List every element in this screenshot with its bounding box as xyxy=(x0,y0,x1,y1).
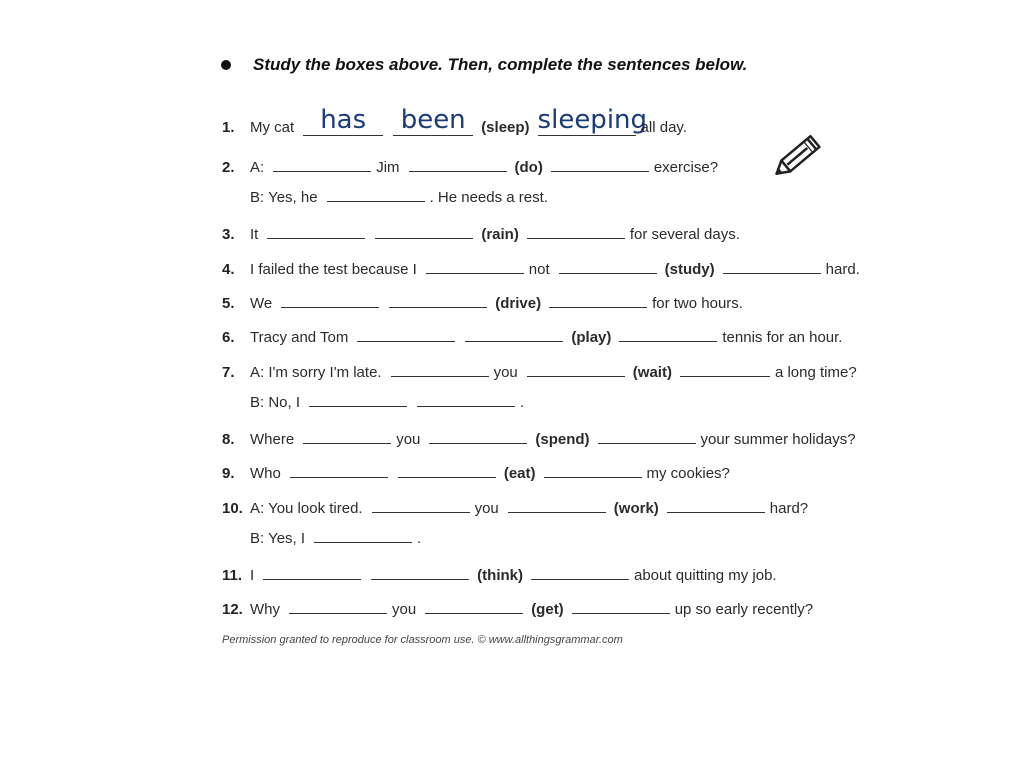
answer-blank[interactable] xyxy=(429,442,527,444)
answer-blank[interactable] xyxy=(680,375,770,377)
verb-cue: (do) xyxy=(514,159,543,176)
verb-cue: (study) xyxy=(664,261,715,278)
question-number: 3. xyxy=(222,226,235,243)
question-7-reply xyxy=(250,383,528,411)
sentence-text: Why xyxy=(250,601,280,618)
answer-blank[interactable] xyxy=(549,306,647,308)
question-11 xyxy=(222,556,781,584)
answer-blank[interactable] xyxy=(559,272,657,274)
answer-blank[interactable] xyxy=(303,442,391,444)
answer-blank[interactable] xyxy=(327,200,425,202)
question-number: 8. xyxy=(222,431,235,448)
question-number: 11. xyxy=(222,567,243,584)
verb-cue: (spend) xyxy=(535,431,590,448)
answer-blank[interactable] xyxy=(544,476,642,478)
question-number: 5. xyxy=(222,295,235,312)
pencil-icon xyxy=(770,128,830,188)
answer-blank[interactable] xyxy=(465,340,563,342)
sentence-text: I failed the test because I xyxy=(250,261,417,278)
sentence-text: It xyxy=(250,226,259,243)
instruction-row xyxy=(221,50,747,80)
sentence-text: Who xyxy=(250,465,281,482)
answer-blank[interactable] xyxy=(371,578,469,580)
sentence-text: . xyxy=(417,530,422,547)
sentence-text: tennis for an hour. xyxy=(722,329,843,346)
answer-field[interactable]: sleeping xyxy=(537,105,648,135)
answer-blank[interactable] xyxy=(267,237,365,239)
sentence-text: all day. xyxy=(640,119,687,136)
sentence-text: my cookies? xyxy=(646,465,730,482)
answer-blank[interactable] xyxy=(391,375,489,377)
verb-cue: (eat) xyxy=(503,465,536,482)
sentence-text: you xyxy=(493,364,518,381)
answer-blank[interactable] xyxy=(667,511,765,513)
question-number: 1. xyxy=(222,119,235,136)
verb-cue: (wait) xyxy=(632,364,672,381)
verb-cue: (rain) xyxy=(481,226,519,243)
sentence-text: hard. xyxy=(825,261,860,278)
sentence-text: exercise? xyxy=(653,159,719,176)
answer-blank[interactable] xyxy=(398,476,496,478)
answer-blank[interactable] xyxy=(619,340,717,342)
sentence-text: Where xyxy=(250,431,295,448)
answer-blank[interactable] xyxy=(375,237,473,239)
question-10-reply xyxy=(250,519,425,547)
answer-blank[interactable] xyxy=(314,541,412,543)
sentence-text: your summer holidays? xyxy=(700,431,856,448)
answer-blank[interactable] xyxy=(372,511,470,513)
answer-field[interactable]: been xyxy=(393,105,473,136)
sentence-text: Tracy and Tom xyxy=(250,329,349,346)
question-3 xyxy=(222,215,744,243)
answer-blank[interactable] xyxy=(409,170,507,172)
sentence-text: A: xyxy=(250,159,265,176)
sentence-text: . xyxy=(520,394,525,411)
answer-blank[interactable] xyxy=(508,511,606,513)
question-number: 7. xyxy=(222,364,235,381)
sentence-text: about quitting my job. xyxy=(634,567,777,584)
sentence-text: you xyxy=(474,500,499,517)
verb-cue: (drive) xyxy=(495,295,542,312)
verb-cue: (work) xyxy=(613,500,659,517)
answer-field[interactable]: has xyxy=(303,105,383,136)
sentence-text: you xyxy=(392,601,417,618)
question-number: 10. xyxy=(222,500,243,517)
question-8 xyxy=(222,420,860,448)
sentence-text: Jim xyxy=(376,159,400,176)
question-number: 12. xyxy=(222,601,243,618)
verb-cue: (sleep) xyxy=(481,119,530,136)
answer-blank[interactable] xyxy=(289,612,387,614)
verb-cue: (get) xyxy=(531,601,564,618)
answer-blank[interactable] xyxy=(531,578,629,580)
question-4 xyxy=(222,250,864,278)
footer-note: Permission granted to reproduce for classroom use. © www.allthingsgrammar.com xyxy=(222,634,623,646)
sentence-text: B: Yes, I xyxy=(250,530,306,547)
answer-blank[interactable] xyxy=(389,306,487,308)
answer-blank[interactable] xyxy=(598,442,696,444)
sentence-text: . He needs a rest. xyxy=(429,189,548,206)
verb-cue: (think) xyxy=(477,567,523,584)
sentence-text: A: I'm sorry I'm late. xyxy=(250,364,382,381)
question-5 xyxy=(222,284,747,312)
bullet-icon xyxy=(221,60,231,70)
sentence-text: you xyxy=(396,431,421,448)
question-7 xyxy=(222,353,861,381)
question-2 xyxy=(222,148,722,176)
sentence-text: We xyxy=(250,295,273,312)
answer-blank[interactable] xyxy=(263,578,361,580)
answer-blank[interactable] xyxy=(426,272,524,274)
sentence-text: hard? xyxy=(769,500,809,517)
question-number: 4. xyxy=(222,261,235,278)
question-1 xyxy=(222,105,691,136)
question-10 xyxy=(222,489,812,517)
sentence-text: a long time? xyxy=(774,364,857,381)
sentence-text: B: No, I xyxy=(250,394,301,411)
question-12 xyxy=(222,590,817,618)
question-number: 9. xyxy=(222,465,235,482)
sentence-text: up so early recently? xyxy=(674,601,814,618)
answer-blank[interactable] xyxy=(425,612,523,614)
answer-blank[interactable] xyxy=(417,405,515,407)
question-number: 6. xyxy=(222,329,235,346)
answer-blank[interactable] xyxy=(290,476,388,478)
question-9 xyxy=(222,454,734,482)
sentence-text: A: You look tired. xyxy=(250,500,363,517)
instruction-text: Study the boxes above. Then, complete the sentences below. xyxy=(253,55,748,74)
sentence-text: I xyxy=(250,567,255,584)
sentence-text: not xyxy=(528,261,550,278)
sentence-text: B: Yes, he xyxy=(250,189,318,206)
question-number: 2. xyxy=(222,159,235,176)
answer-blank[interactable] xyxy=(309,405,407,407)
answer-blank[interactable] xyxy=(572,612,670,614)
answer-blank[interactable] xyxy=(273,170,371,172)
answer-blank[interactable] xyxy=(357,340,455,342)
sentence-text: for two hours. xyxy=(652,295,743,312)
sentence-text: My cat xyxy=(250,119,295,136)
answer-blank[interactable] xyxy=(723,272,821,274)
question-6 xyxy=(222,318,846,346)
question-2-reply xyxy=(250,178,552,206)
answer-blank[interactable] xyxy=(281,306,379,308)
answer-blank[interactable] xyxy=(527,237,625,239)
answer-blank[interactable] xyxy=(551,170,649,172)
verb-cue: (play) xyxy=(571,329,612,346)
answer-blank[interactable] xyxy=(527,375,625,377)
sentence-text: for several days. xyxy=(629,226,740,243)
